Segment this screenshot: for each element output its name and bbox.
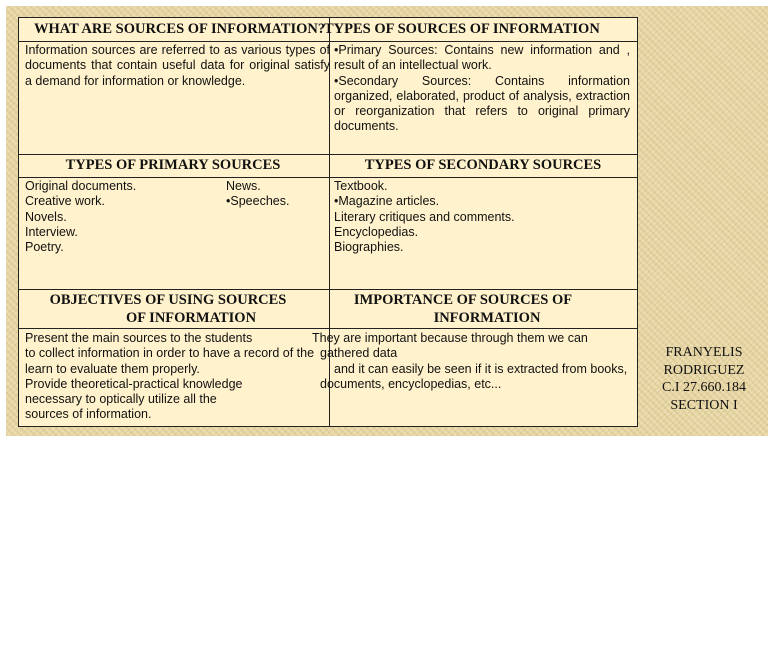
author-first-name: FRANYELIS <box>665 345 743 360</box>
list-item: •Magazine articles. <box>334 194 440 209</box>
list-item: Literary critiques and comments. <box>334 209 515 224</box>
types-description <box>334 43 630 135</box>
primary-list-right <box>226 179 326 210</box>
row-divider-4 <box>19 289 637 290</box>
list-item: Original documents. <box>25 179 137 193</box>
definition-text: Information sources are referred to as various types of documents that contain useful data for original satisfy a demand for information or knowledge. <box>25 43 330 88</box>
row-divider-1 <box>19 41 637 42</box>
list-item: Textbook. <box>334 179 388 193</box>
row-divider-5 <box>19 328 637 329</box>
author-block <box>640 344 768 414</box>
author-last-name: RODRIGUEZ <box>663 362 745 378</box>
heading-importance: IMPORTANCE OF SOURCES OF INFORMATION <box>353 292 573 326</box>
author-id: C.I 27.660.184 <box>662 380 746 395</box>
secondary-list <box>334 179 634 255</box>
author-section: SECTION I <box>670 397 738 413</box>
list-item: Novels. <box>25 209 67 224</box>
primary-list-left <box>25 179 225 255</box>
heading-primary-types: TYPES OF PRIMARY SOURCES <box>65 157 281 173</box>
list-item: Interview. <box>25 224 78 239</box>
heading-types-of-sources: TYPES OF SOURCES OF INFORMATION <box>324 21 600 37</box>
heading-secondary-types: TYPES OF SECONDARY SOURCES <box>364 157 602 173</box>
objectives-text: Present the main sources to the students to collect information in order to have a record of the learn to evaluate them properly. Provide theoretical-practical knowledge necessary to optically utilize all the sources of information. <box>25 331 315 422</box>
importance-text: They are important because through them we can gathered data and it can easily be seen if it is extracted from books, documents, encyclopedias, etc... <box>312 331 628 391</box>
list-item: Encyclopedias. <box>334 224 419 239</box>
list-item: News. <box>226 179 261 193</box>
primary-sources-text: •Primary Sources: Contains new information and , result of an intellectual work. <box>334 43 630 73</box>
secondary-sources-text: •Secondary Sources: Contains information organized, elaborated, product of analysis, extraction or reorganization that refers to original primary documents. <box>334 73 630 134</box>
list-item: Poetry. <box>25 240 64 255</box>
list-item: •Speeches. <box>226 194 290 209</box>
list-item: Biographies. <box>334 240 404 255</box>
heading-what-are-sources: WHAT ARE SOURCES OF INFORMATION? <box>34 21 326 37</box>
row-divider-3 <box>19 177 637 178</box>
row-divider-2 <box>19 154 637 155</box>
heading-objectives: OBJECTIVES OF USING SOURCES OF INFORMATION <box>49 292 287 326</box>
list-item: Creative work. <box>25 194 105 209</box>
